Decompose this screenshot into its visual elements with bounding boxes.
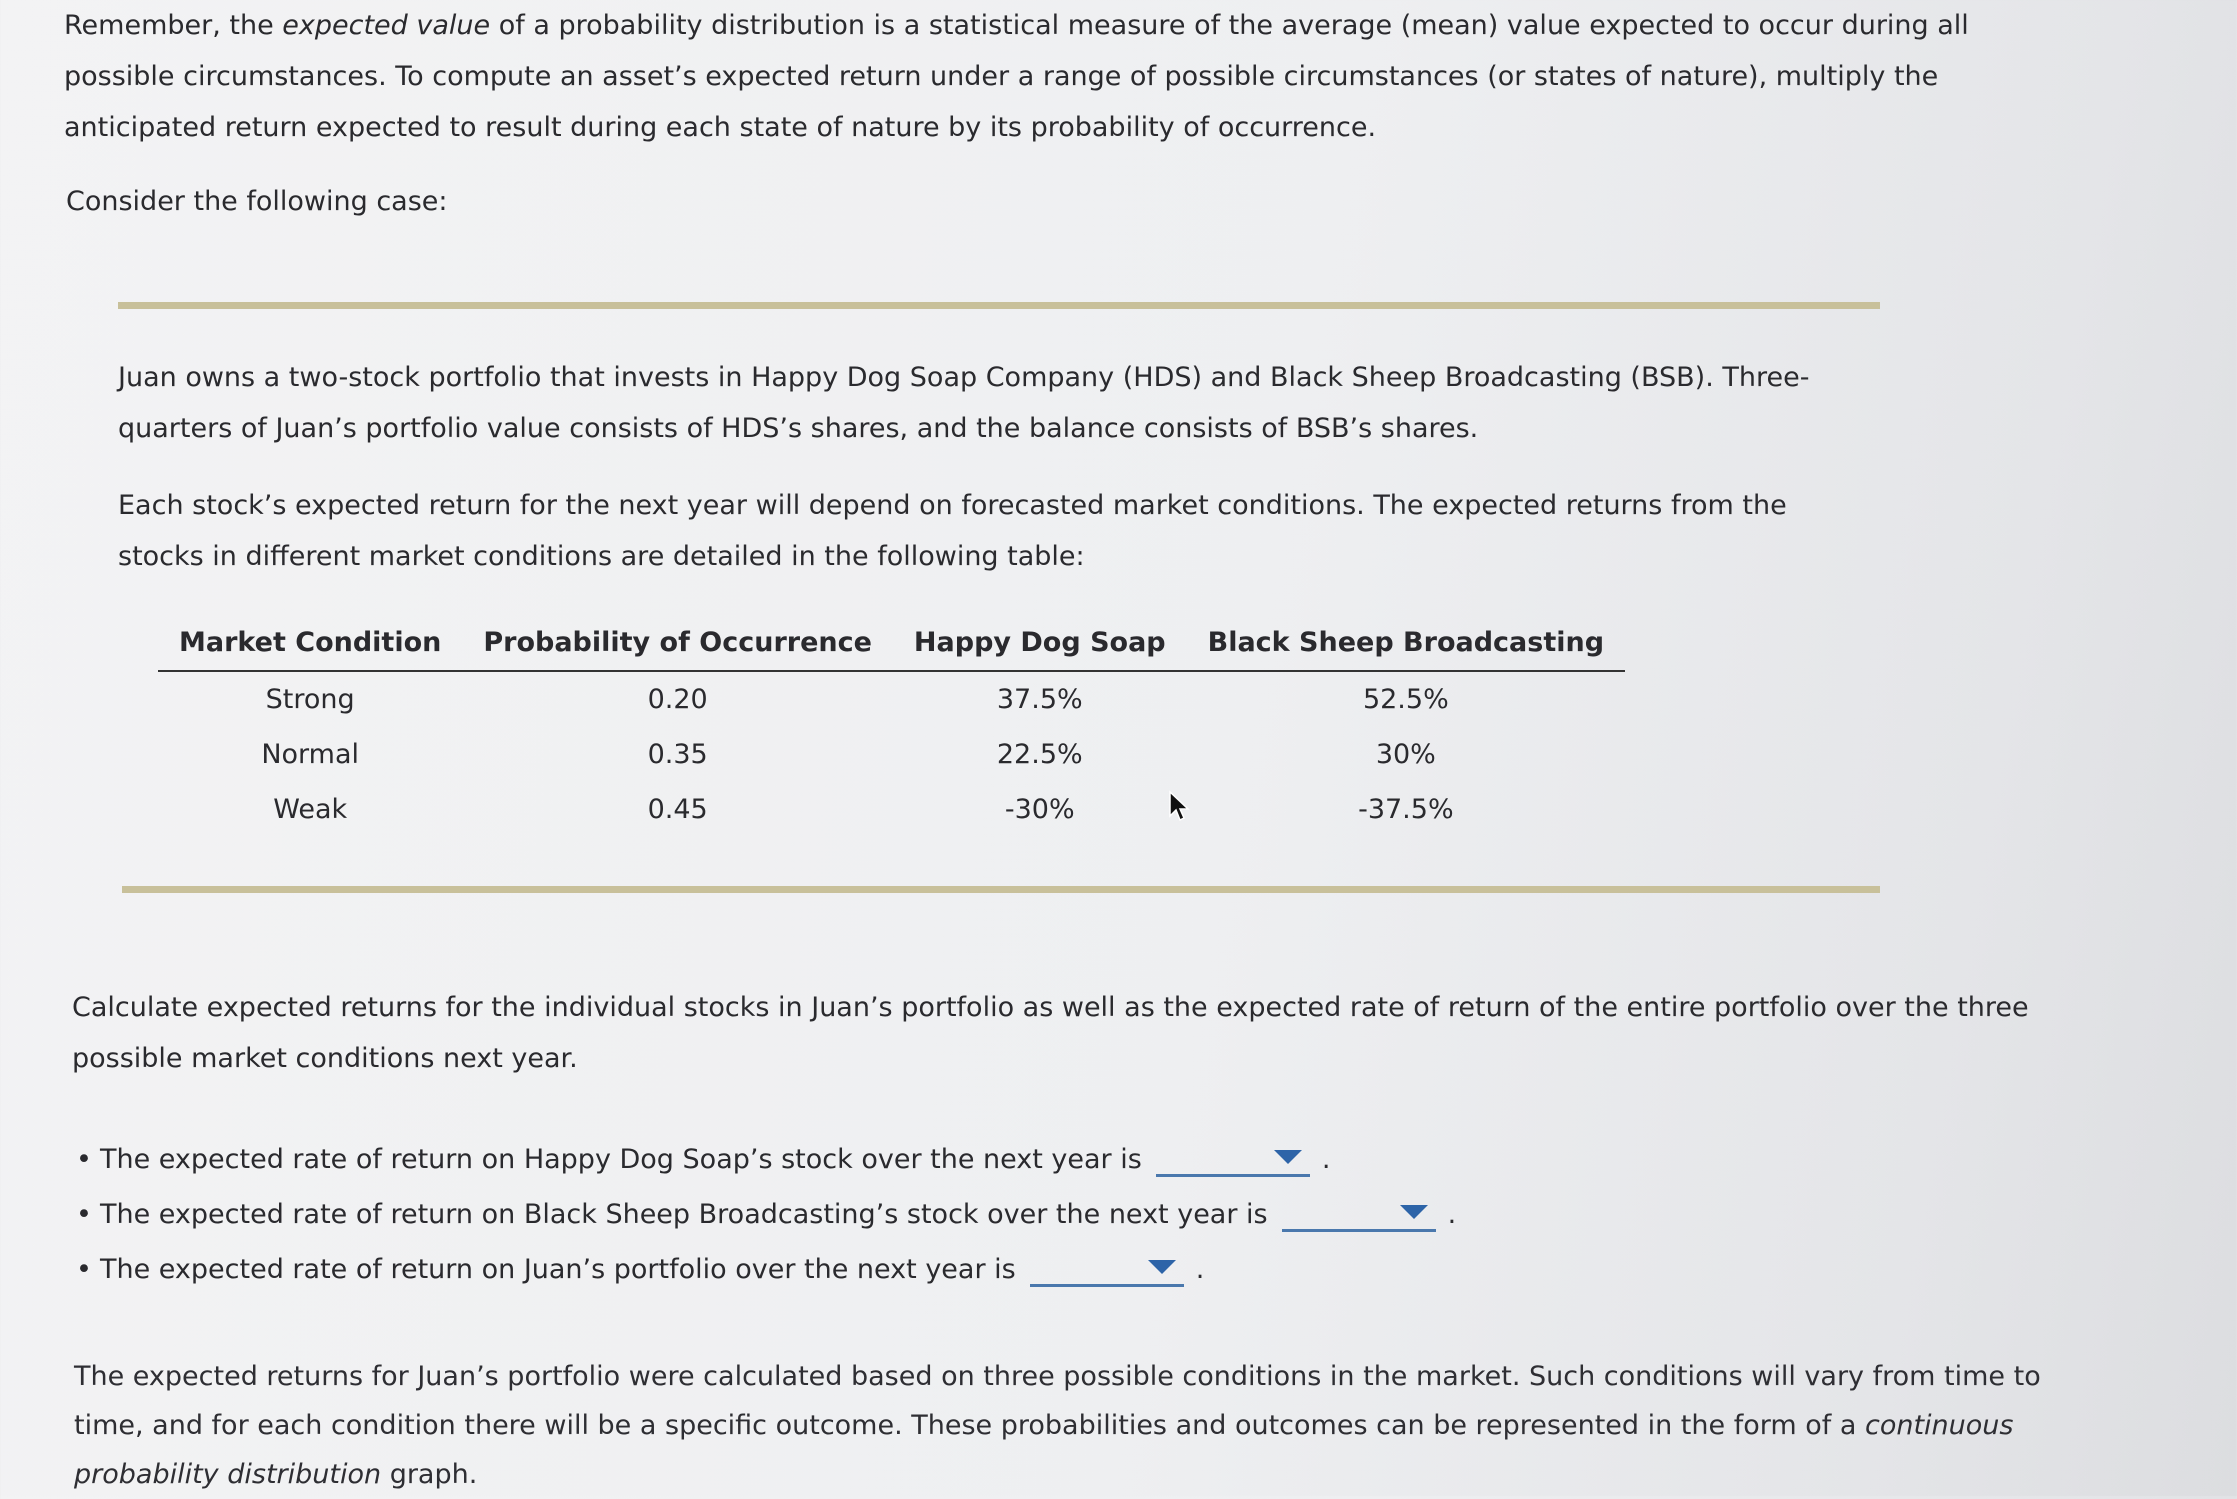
closing-paragraph [74,1352,2074,1499]
cell-hds-return: 37.5% [996,684,1083,715]
sentence-period: . [1321,1144,1331,1175]
cell-probability: 0.20 [647,684,708,715]
closing-text-a: The expected returns for Juan’s portfolio were calculated based on three possible conditions in the market. Such conditions will vary from time to time, and for each condition there will be a specific outcome. These probabilities and outcomes can be represented in the form of a [74,1361,2041,1441]
bullet-icon: • [76,1199,92,1230]
cell-bsb-return: 52.5% [1362,684,1449,715]
bullet-icon: • [76,1254,92,1285]
cell-bsb-return: 30% [1375,739,1436,770]
bsb-return-dropdown[interactable] [1282,1199,1436,1232]
header-black-sheep: Black Sheep Broadcasting [1187,620,1625,671]
sentence-period: . [1447,1199,1457,1230]
table-header-row [158,620,1625,671]
intro-text-a: Remember, the [64,10,283,41]
portfolio-return-dropdown[interactable] [1030,1254,1184,1287]
cell-probability: 0.35 [647,739,708,770]
chevron-down-icon[interactable] [1400,1205,1428,1219]
consider-label: Consider the following case: [66,186,448,217]
case-bottom-divider [122,886,1880,893]
cell-bsb-return: -37.5% [1358,794,1454,825]
list-item [74,1187,1456,1242]
case-text-2: Each stock’s expected return for the next year will depend on forecasted market conditions. The expected returns from the stocks in different market conditions are detailed in the following table: [118,490,1787,572]
answer-prompt-hds: The expected rate of return on Happy Dog Soap’s stock over the next year is [100,1144,1142,1175]
table-row [158,782,1625,837]
intro-text-b: of a probability distribution is a statistical measure of the average (mean) value expected to occur during all possible circumstances. To compute an asset’s expected return under a range of possible circumstances (or states of nature), multiply the anticipated return expected to result during each state of nature by its probability of occurrence. [64,10,1969,143]
list-item [74,1242,1456,1297]
cell-probability: 0.45 [647,794,708,825]
intro-paragraph [64,0,2024,153]
returns-table [158,620,1625,837]
chevron-down-icon[interactable] [1148,1260,1176,1274]
header-market-condition: Market Condition [158,620,462,671]
sentence-period: . [1195,1254,1205,1285]
cell-condition: Strong [265,684,355,715]
mouse-pointer-icon [1168,790,1190,828]
answer-prompt-portfolio: The expected rate of return on Juan’s portfolio over the next year is [100,1254,1016,1285]
header-happy-dog-soap: Happy Dog Soap [893,620,1187,671]
cell-hds-return: -30% [1004,794,1075,825]
question-text: Calculate expected returns for the individual stocks in Juan’s portfolio as well as the expected rate of return of the entire portfolio over the three possible market conditions next year. [72,992,2029,1074]
hds-return-dropdown[interactable] [1156,1144,1310,1177]
cell-hds-return: 22.5% [996,739,1083,770]
bullet-icon: • [76,1144,92,1175]
answer-prompt-bsb: The expected rate of return on Black Sheep Broadcasting’s stock over the next year is [100,1199,1268,1230]
closing-text-b: graph. [381,1459,478,1490]
header-probability: Probability of Occurrence [462,620,893,671]
case-top-divider [118,302,1880,309]
list-item [74,1132,1456,1187]
cell-condition: Normal [261,739,360,770]
cell-condition: Weak [273,794,348,825]
table-row [158,671,1625,727]
case-paragraph-1 [118,352,1878,454]
chevron-down-icon[interactable] [1274,1150,1302,1164]
closing-emphasis: continuous probability distribution [74,1410,2014,1490]
answer-list [74,1132,1456,1297]
case-paragraph-2 [118,480,1878,582]
table-row [158,727,1625,782]
case-text-1: Juan owns a two-stock portfolio that invests in Happy Dog Soap Company (HDS) and Black Sheep Broadcasting (BSB). Three-quarters of Juan’s portfolio value consists of HDS’s shares, and the balance consists of BSB’s shares. [118,362,1810,444]
intro-emphasis: expected value [282,10,491,41]
question-paragraph [72,982,2032,1084]
